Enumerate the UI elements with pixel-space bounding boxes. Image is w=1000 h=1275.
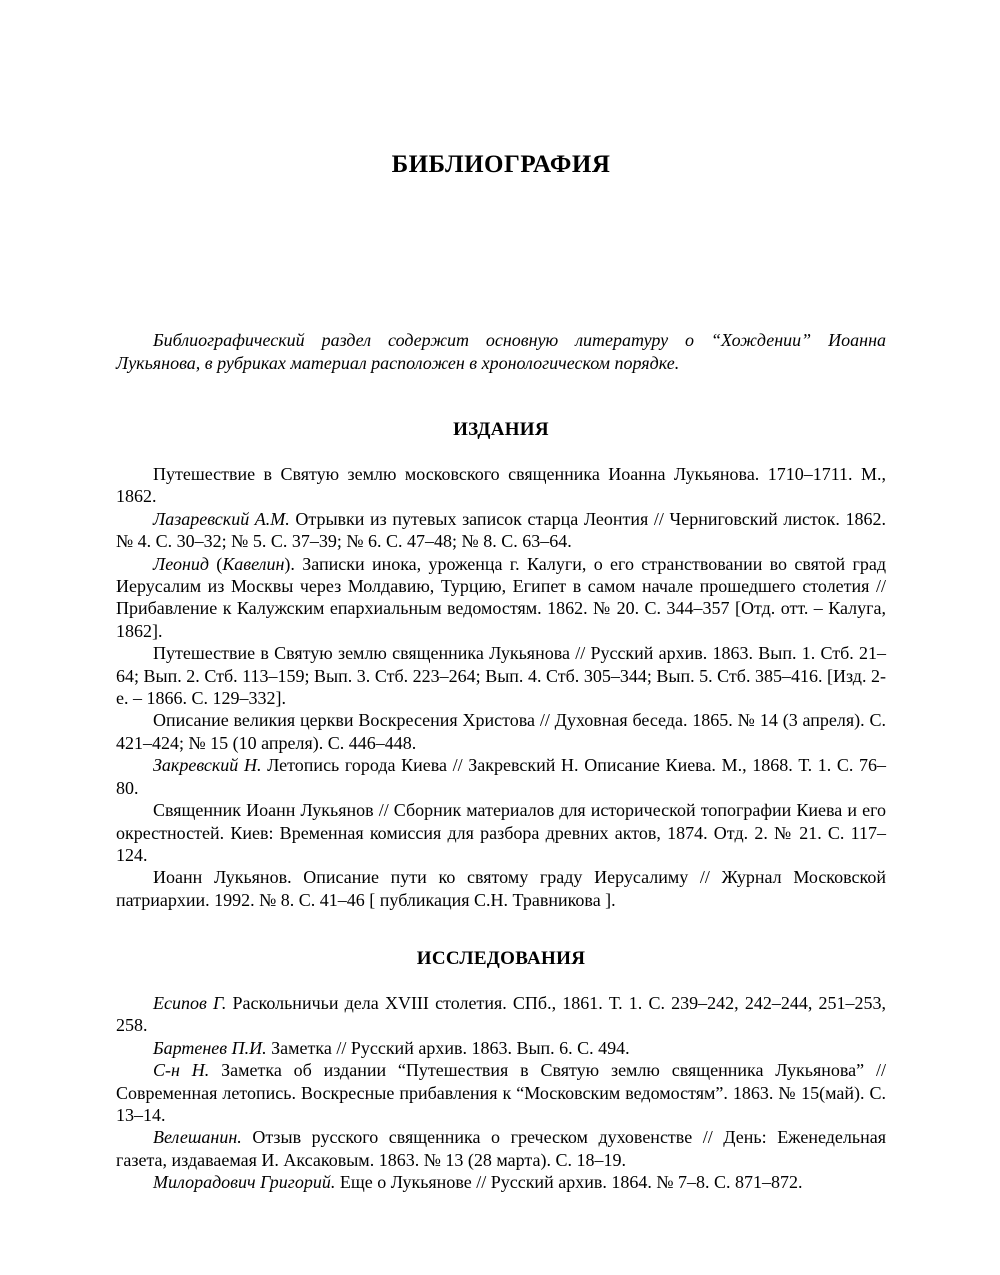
document-page [116,0,886,1275]
editions-list [116,463,886,911]
bibliography-entry [116,866,886,911]
entry-text: Священник Иоанн Лукьянов // Сборник материалов для исторической топографии Киева и его окрестностей. Киев: Временная комиссия для разбора древних актов, 1874. Отд. 2. № 21. С. 117–124. [116,800,886,865]
bibliography-entry [116,1171,886,1193]
entry-text: (Кавелин). Записки инока, уроженца г. Калуги, о его странствовании во святой град Иерусалим из Москвы через Молдавию, Турцию, Египет в самом начале прошедшего столетия // Прибавление к Калужским епархиальным ведомостям. 1862. № 20. С. 344–357 [Отд. отт. – Калуга, 1862]. [116,553,887,641]
entry-text: Путешествие в Святую землю священника Лукьянова // Русский архив. 1863. Вып. 1. Стб. 21–64; Вып. 2. Стб. 113–159; Вып. 3. Стб. 223–264; Вып. 4. Стб. 305–344; Вып. 5. Стб. 385–416. [Изд. 2-е. – 1866. С. 129–332]. [116,643,886,709]
entry-author: Леонид [153,553,209,574]
bibliography-entry [116,992,886,1037]
bibliography-entry [116,642,886,709]
section-heading: ИЗДАНИЯ [453,419,549,440]
section-heading: ИССЛЕДОВАНИЯ [416,948,586,969]
bibliography-entry [116,1059,886,1126]
bibliography-entry [116,1126,886,1171]
research-list [116,992,886,1194]
entry-text: Еще о Лукьянове // Русский архив. 1864. № 7–8. С. 871–872. [335,1172,803,1193]
bibliography-entry [116,799,886,866]
entry-text: Иоанн Лукьянов. Описание пути ко святому граду Иерусалиму // Журнал Московской патриархии. 1992. № 8. С. 41–46 [ публикация С.Н. Травникова ]. [116,867,886,910]
bibliography-entry [116,754,886,799]
entry-author: Лазаревский А.М. [153,508,290,529]
bibliography-entry [116,553,886,643]
entry-text: Отзыв русского священника о греческом духовенстве // День: Еженедельная газета, издаваемая И. Аксаковым. 1863. № 13 (28 марта). С. 18–19. [116,1127,886,1170]
entry-author: Есипов Г. [153,993,227,1013]
section-editions [116,417,886,911]
entry-text: Заметка // Русский архив. 1863. Вып. 6. С. 494. [266,1037,630,1058]
entry-text: Отрывки из путевых записок старца Леонтия // Черниговский листок. 1862. № 4. С. 30–32; № 5. С. 37–39; № 6. С. 47–48; № 8. С. 63–64. [116,508,886,552]
entry-text: Летопись города Киева // Закревский Н. Описание Киева. М., 1868. Т. 1. С. 76–80. [116,755,886,798]
entry-author: Бартенев П.И. [153,1037,267,1058]
bibliography-entry [116,508,886,553]
entry-author: Закревский Н. [153,755,262,776]
entry-author: Милорадович Григорий. [153,1172,336,1193]
page-title: БИБЛИОГРАФИЯ [391,150,611,178]
entry-text: Раскольничьи дела XVIII столетия. СПб., 1861. Т. 1. С. 239–242, 242–244, 251–253, 258. [116,993,886,1036]
bibliography-entry [116,709,886,754]
entry-text: Описание великия церкви Воскресения Христова // Духовная беседа. 1865. № 14 (3 апреля). С. 421–424; № 15 (10 апреля). С. 446–448. [116,710,886,753]
entry-text: Путешествие в Святую землю московского священника Иоанна Лукьянова. 1710–1711. М., 1862. [116,464,886,507]
entry-author: С-н Н. [153,1060,210,1081]
section-research [116,946,886,1194]
entry-author: Велешанин. [153,1127,242,1148]
entry-text: Заметка об издании “Путешествия в Святую землю священника Лукьянова” // Современная летопись. Воскресные прибавления к “Московским ведомостям”. 1863. № 15(май). С. 13–14. [116,1060,886,1126]
intro-paragraph: Библиографический раздел содержит основную литературу о “Хождении” Иоанна Лукьянова, в рубриках материал расположен в хронологическом порядке. [116,330,886,373]
bibliography-entry [116,1037,886,1059]
bibliography-entry [116,463,886,508]
